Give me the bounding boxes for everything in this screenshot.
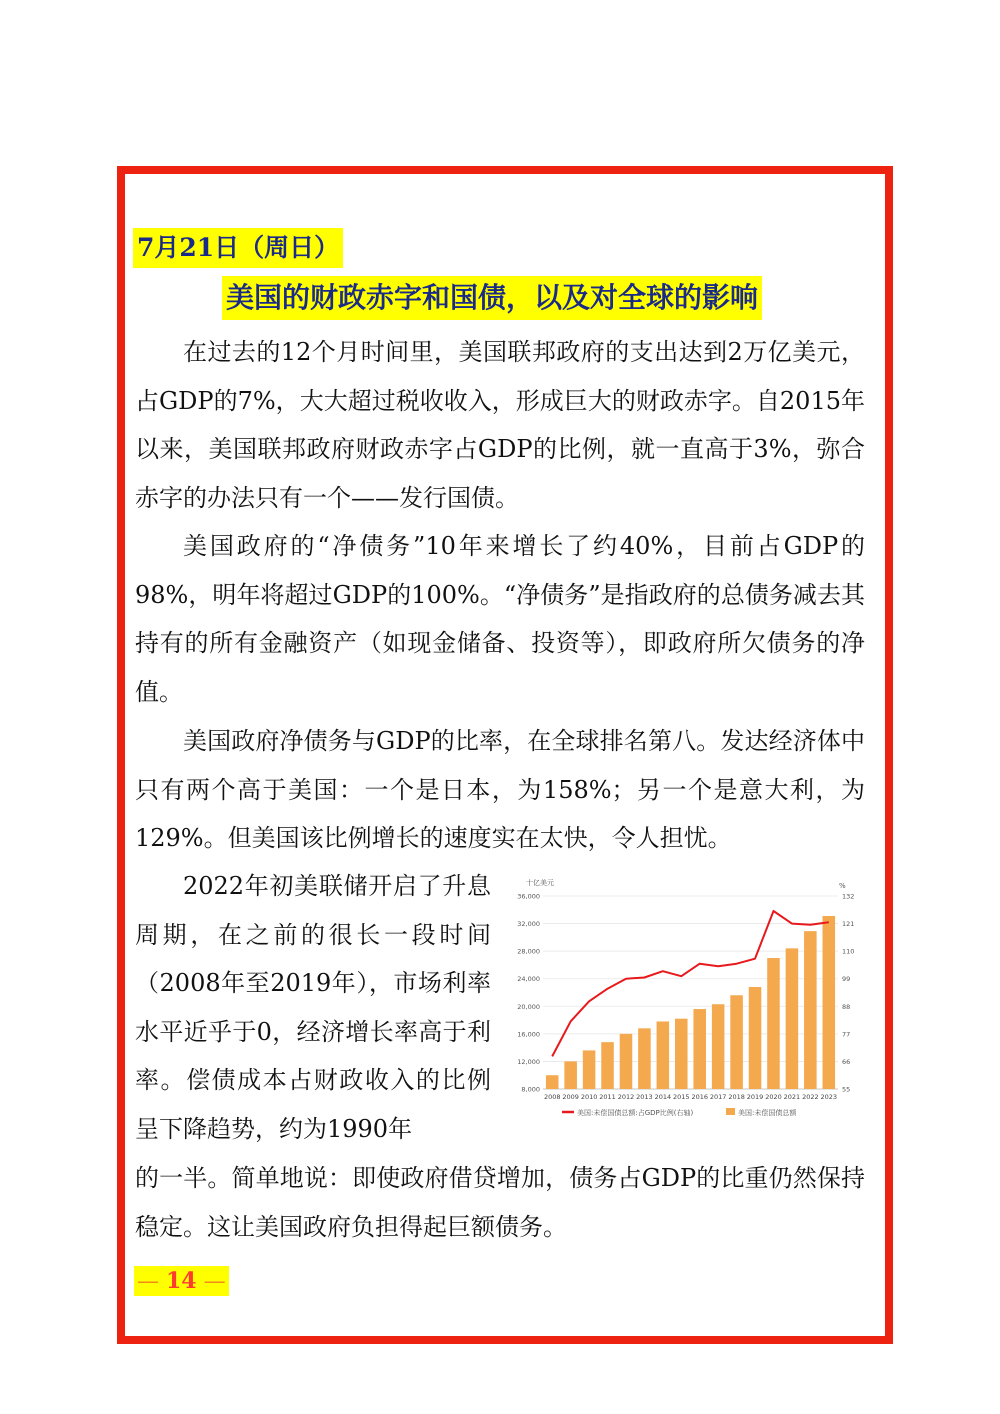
right-tick-label: 110 (842, 947, 855, 956)
right-tick-label: 88 (842, 1002, 851, 1011)
x-tick-label: 2016 (691, 1093, 708, 1101)
page-number: 14 (166, 1268, 197, 1294)
x-tick-label: 2011 (599, 1093, 616, 1101)
legend-line-label: 美国:未偿国债总额:占GDP比例(右轴) (577, 1109, 694, 1117)
bar-2008 (546, 1075, 559, 1089)
bar-2016 (693, 1009, 706, 1089)
right-tick-label: 66 (842, 1057, 851, 1066)
left-tick-label: 36,000 (517, 892, 540, 901)
x-tick-label: 2014 (654, 1093, 672, 1101)
bar-2010 (583, 1050, 596, 1089)
bar-2015 (675, 1019, 688, 1089)
chart-x-axis-ticks (544, 1093, 837, 1101)
bar-2014 (657, 1021, 670, 1089)
bar-2012 (620, 1034, 633, 1089)
left-tick-label: 12,000 (517, 1057, 540, 1066)
right-tick-label: 121 (842, 920, 855, 929)
right-tick-label: 99 (842, 975, 851, 984)
right-tick-label: 55 (842, 1085, 851, 1094)
paragraph-3: 美国政府净债务与GDP的比率，在全球排名第八。发达经济体中只有两个高于美国：一个是日本，为158%；另一个是意大利，为129%。但美国该比例增长的速度实在太快，令人担忧。 (135, 727, 865, 853)
left-tick-label: 20,000 (517, 1002, 540, 1011)
article-title: 美国的财政赤字和国债，以及对全球的影响 (222, 276, 762, 320)
left-tick-label: 8,000 (521, 1085, 540, 1094)
bar-2013 (638, 1028, 651, 1089)
paragraph-4-continued: 的一半。简单地说：即使政府借贷增加，债务占GDP的比重仍然保持稳定。这让美国政府负担得起巨额债务。 (135, 1164, 865, 1241)
right-tick-label: 77 (842, 1030, 851, 1039)
chart-left-axis-ticks (517, 893, 540, 1094)
x-tick-label: 2020 (765, 1093, 782, 1101)
left-tick-label: 32,000 (517, 920, 540, 929)
chart-legend (562, 1108, 797, 1117)
x-tick-label: 2017 (709, 1093, 727, 1101)
x-tick-label: 2013 (636, 1093, 653, 1101)
page-dash-right: — (203, 1269, 226, 1294)
left-tick-label: 16,000 (517, 1030, 540, 1039)
x-tick-label: 2015 (673, 1093, 690, 1101)
bar-2020 (767, 958, 780, 1089)
chart-right-axis-ticks (842, 893, 854, 1094)
legend-bar-label: 美国:未偿国债总额 (738, 1109, 797, 1117)
legend-bar-swatch (726, 1108, 735, 1115)
date-label: 7月21日（周日） (133, 228, 343, 268)
bar-2017 (712, 1004, 725, 1089)
paragraph-4-wrapped: 2022年初美联储开启了升息周期，在之前的很长一段时间（2008年至2019年），市场利率水平近乎于0，经济增长率高于利率。偿债成本占财政收入的比例呈下降趋势，约为1990年 (135, 872, 491, 1143)
chart-right-axis-title: % (839, 882, 846, 890)
paragraph-2: 美国政府的“净债务”10年来增长了约40%，目前占GDP的98%，明年将超过GDP的100%。“净债务”是指政府的总债务减去其持有的所有金融资产（如现金储备、投资等），即政府所欠债务的净值。 (135, 532, 865, 706)
x-tick-label: 2010 (580, 1093, 598, 1101)
right-tick-label: 132 (842, 892, 855, 901)
bar-2021 (786, 948, 799, 1089)
debt-chart (508, 872, 860, 1122)
x-tick-label: 2023 (820, 1093, 838, 1101)
left-tick-label: 28,000 (517, 947, 540, 956)
x-tick-label: 2019 (746, 1093, 764, 1101)
x-tick-label: 2009 (562, 1093, 579, 1101)
x-tick-label: 2018 (728, 1093, 745, 1101)
bar-2018 (730, 995, 743, 1089)
x-tick-label: 2021 (783, 1093, 801, 1101)
left-tick-label: 24,000 (517, 975, 540, 984)
bar-2019 (749, 987, 762, 1089)
paragraph-1: 在过去的12个月时间里，美国联邦政府的支出达到2万亿美元，占GDP的7%，大大超过税收收入，形成巨大的财政赤字。自2015年以来，美国联邦政府财政赤字占GDP的比例，就一直高于3%，弥合赤字的办法只有一个——发行国债。 (135, 338, 865, 512)
bar-2022 (804, 931, 817, 1089)
x-tick-label: 2022 (802, 1093, 819, 1101)
chart-left-axis-title: 十亿美元 (526, 879, 554, 887)
page-dash-left: — (137, 1269, 159, 1294)
x-tick-label: 2012 (617, 1093, 635, 1101)
bar-2009 (564, 1061, 577, 1089)
bar-2011 (601, 1042, 614, 1089)
bar-2023 (823, 916, 836, 1089)
page-number-badge (134, 1266, 229, 1296)
x-tick-label: 2008 (543, 1093, 561, 1101)
